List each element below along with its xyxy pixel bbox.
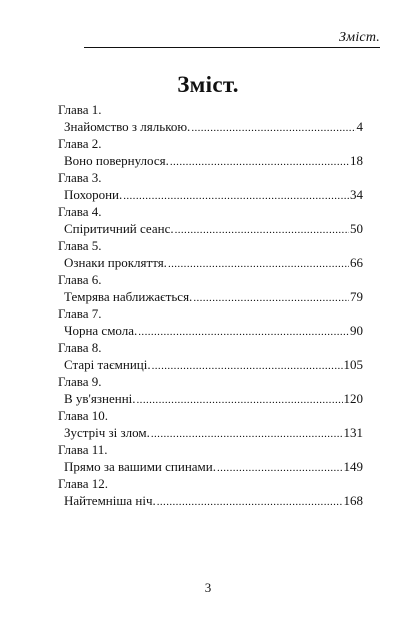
chapter-page-number: 4 [356, 119, 363, 134]
chapter-page-number: 18 [350, 153, 363, 168]
dot-leader [175, 222, 349, 239]
chapter-label: Глава 1. [58, 102, 102, 117]
dot-leader [152, 358, 343, 375]
dot-leader [123, 188, 349, 205]
dot-leader [168, 256, 349, 273]
chapter-label: Глава 10. [58, 408, 109, 423]
toc-entry[interactable] [58, 135, 363, 169]
chapter-page-number: 120 [343, 391, 363, 406]
chapter-page-number: 50 [350, 221, 363, 236]
chapter-page-number: 90 [350, 323, 363, 338]
chapter-label: Глава 11. [58, 442, 108, 457]
chapter-page-number: 66 [350, 255, 363, 270]
chapter-page-number: 131 [343, 425, 363, 440]
chapter-page-number: 79 [350, 289, 363, 304]
chapter-title: Темрява наближається. [64, 289, 193, 304]
chapter-label: Глава 9. [58, 374, 102, 389]
chapter-title: Знайомство з лялькою. [64, 119, 191, 134]
chapter-page-number: 168 [343, 493, 363, 508]
chapter-label: Глава 6. [58, 272, 102, 287]
chapter-title: Спіритичний сеанс. [64, 221, 174, 236]
dot-leader [151, 426, 343, 443]
page-title: Зміст. [177, 72, 239, 97]
chapter-page-number: 149 [343, 459, 363, 474]
chapter-page-number: 34 [350, 187, 363, 202]
toc-entry[interactable] [58, 305, 363, 339]
table-of-contents [58, 101, 363, 509]
running-header-title: Зміст. [339, 30, 380, 45]
dot-leader [217, 460, 343, 477]
dot-leader [191, 120, 355, 137]
toc-entry[interactable] [58, 475, 363, 509]
chapter-label: Глава 3. [58, 170, 102, 185]
header-rule [84, 47, 380, 48]
chapter-title: Найтемніша ніч. [64, 493, 156, 508]
chapter-label: Глава 7. [58, 306, 102, 321]
toc-entry[interactable] [58, 169, 363, 203]
chapter-title: Чорна смола. [64, 323, 138, 338]
toc-entry[interactable] [58, 339, 363, 373]
chapter-title: Старі таємниці. [64, 357, 151, 372]
chapter-title: Зустріч зі злом. [64, 425, 150, 440]
chapter-title: В ув'язненні. [64, 391, 136, 406]
toc-entry[interactable] [58, 203, 363, 237]
dot-leader [138, 324, 349, 341]
chapter-label: Глава 4. [58, 204, 102, 219]
dot-leader [193, 290, 349, 307]
toc-entry[interactable] [58, 271, 363, 305]
toc-entry[interactable] [58, 407, 363, 441]
dot-leader [170, 154, 349, 171]
toc-entry[interactable] [58, 441, 363, 475]
chapter-title: Похорони. [64, 187, 123, 202]
chapter-page-number: 105 [343, 357, 363, 372]
dot-leader [157, 494, 343, 511]
toc-entry[interactable] [58, 373, 363, 407]
dot-leader [137, 392, 343, 409]
chapter-label: Глава 2. [58, 136, 102, 151]
toc-entry[interactable] [58, 237, 363, 271]
page-number: 3 [204, 580, 212, 595]
chapter-title: Воно повернулося. [64, 153, 169, 168]
chapter-title: Ознаки прокляття. [64, 255, 167, 270]
toc-entry[interactable] [58, 101, 363, 135]
chapter-label: Глава 5. [58, 238, 102, 253]
chapter-title: Прямо за вашими спинами. [64, 459, 216, 474]
chapter-label: Глава 8. [58, 340, 102, 355]
chapter-label: Глава 12. [58, 476, 109, 491]
